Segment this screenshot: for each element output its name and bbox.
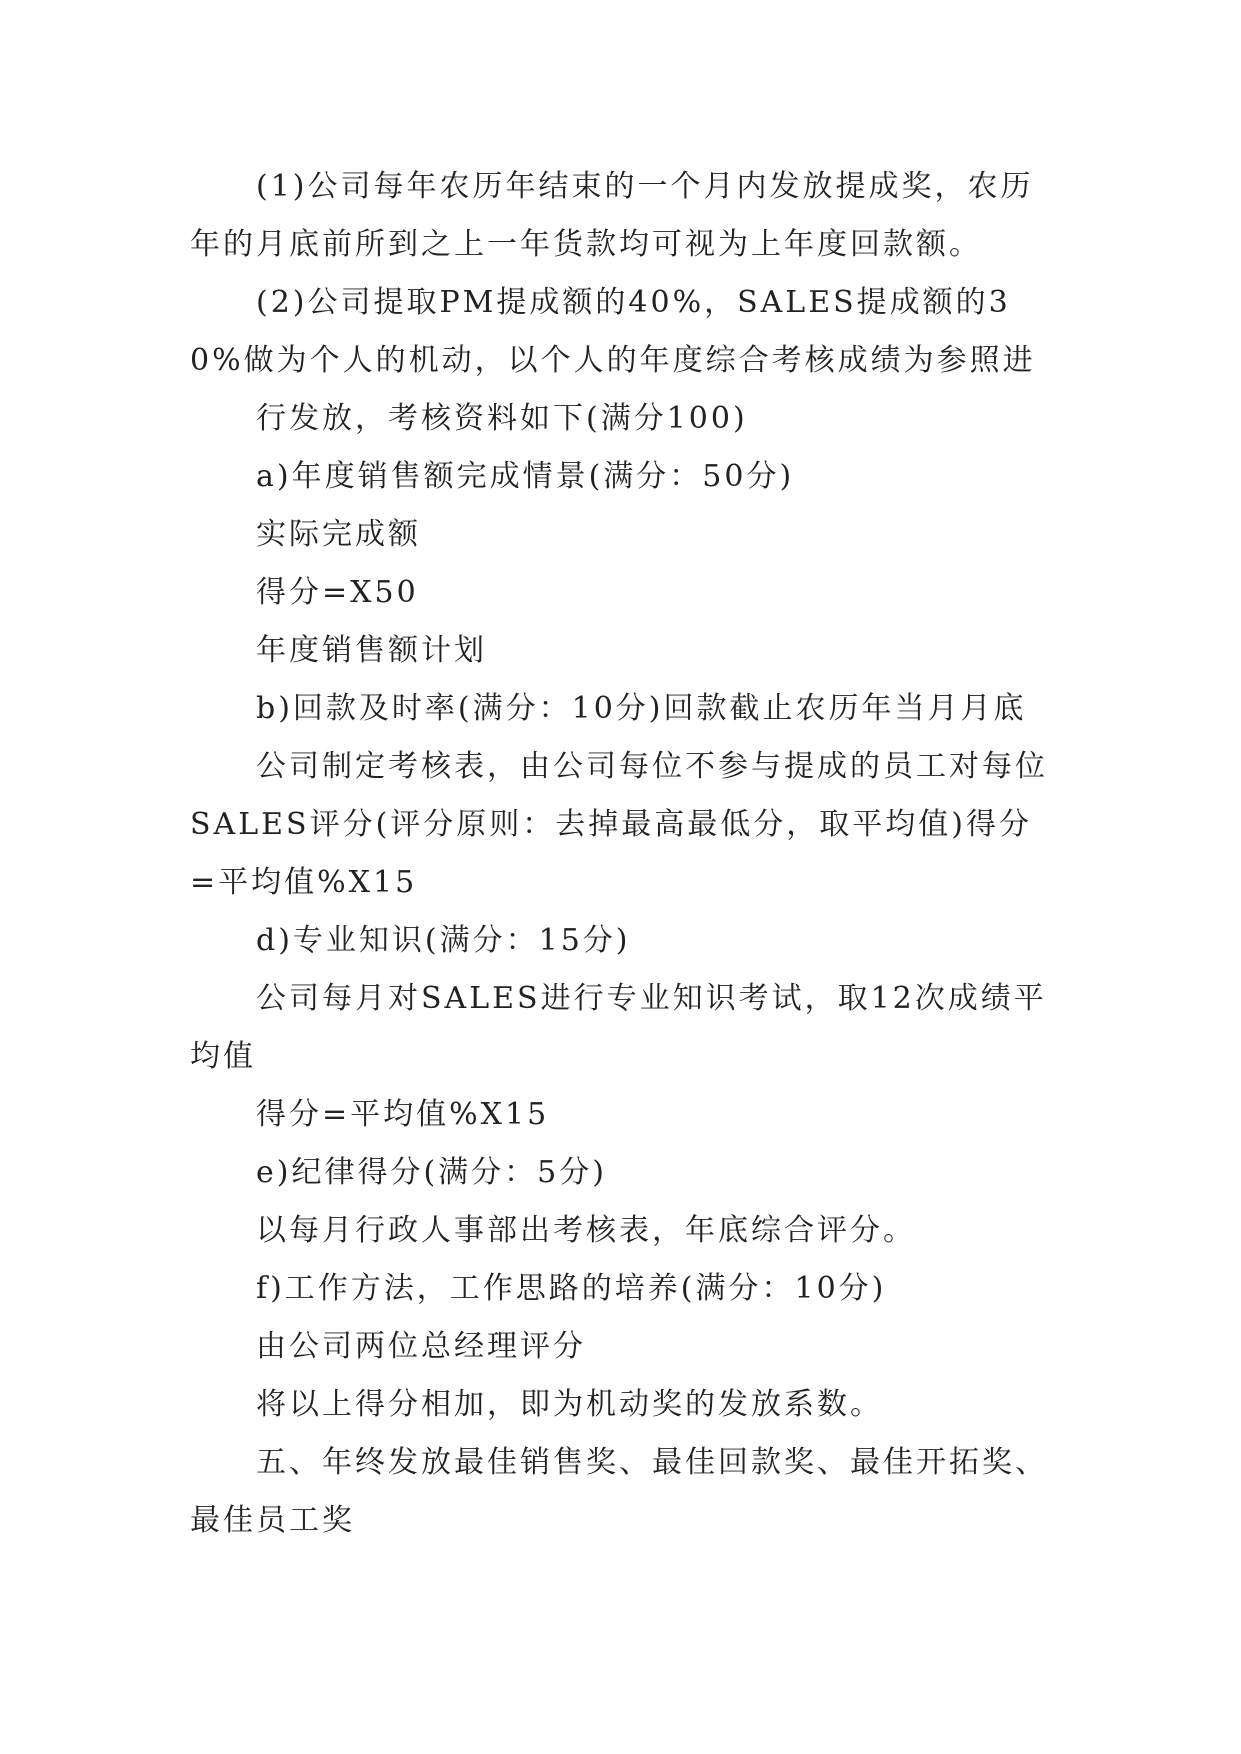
paragraph-7: 年度销售额计划 — [256, 633, 487, 668]
paragraph-3: 行发放，考核资料如下(满分100) — [256, 401, 748, 436]
paragraph-14: 以每月行政人事部出考核表，年底综合评分。 — [256, 1213, 916, 1248]
paragraph-11: 公司每月对SALES进行专业知识考试，取12次成绩平均值 — [190, 981, 1047, 1074]
paragraph-8: b)回款及时率(满分：10分)回款截止农历年当月月底 — [256, 691, 1027, 726]
paragraph-18: 五、年终发放最佳销售奖、最佳回款奖、最佳开拓奖、最佳员工奖 — [190, 1445, 1048, 1538]
paragraph-1: (1)公司每年农历年结束的一个月内发放提成奖，农历年的月底前所到之上一年货款均可视为上年度回款额。 — [190, 169, 1034, 262]
paragraph-16: 由公司两位总经理评分 — [256, 1329, 586, 1364]
paragraph-2: (2)公司提取PM提成额的40%，SALES提成额的30%做为个人的机动，以个人的年度综合考核成绩为参照进 — [190, 285, 1036, 378]
paragraph-5: 实际完成额 — [256, 517, 421, 552]
paragraph-13: e)纪律得分(满分：5分) — [256, 1155, 607, 1190]
paragraph-4: a)年度销售额完成情景(满分：50分) — [256, 459, 795, 494]
paragraph-12: 得分=平均值%X15 — [256, 1097, 550, 1132]
paragraph-10: d)专业知识(满分：15分) — [256, 923, 631, 958]
paragraph-6: 得分=X50 — [256, 575, 419, 610]
paragraph-17: 将以上得分相加，即为机动奖的发放系数。 — [256, 1387, 883, 1422]
document-body — [190, 158, 1060, 1550]
paragraph-15: f)工作方法，工作思路的培养(满分：10分) — [256, 1271, 887, 1306]
paragraph-9: 公司制定考核表，由公司每位不参与提成的员工对每位SALES评分(评分原则：去掉最高最低分，取平均值)得分=平均值%X15 — [190, 749, 1048, 900]
